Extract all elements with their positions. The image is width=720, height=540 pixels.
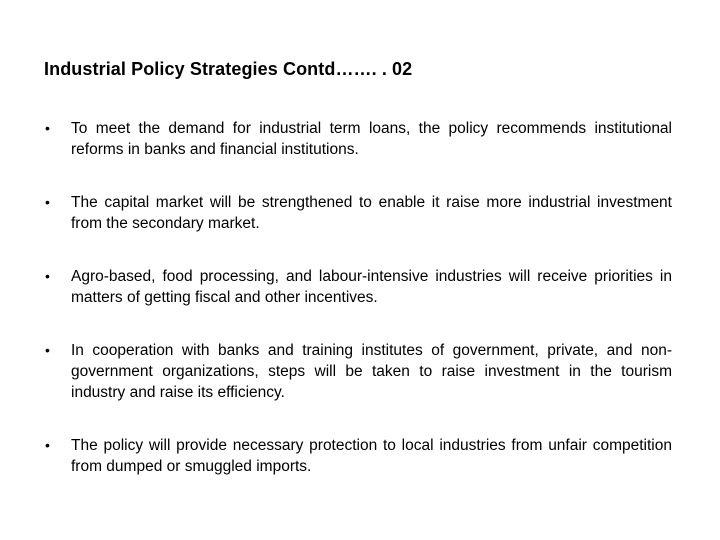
bullet-text: The policy will provide necessary protection to local industries from unfair competition from dumped or smuggled imports.	[71, 437, 672, 475]
bullet-item	[44, 192, 672, 234]
bullet-text: Agro-based, food processing, and labour-intensive industries will receive priorities in matters of getting fiscal and other incentives.	[71, 268, 672, 306]
bullet-marker-icon: •	[45, 120, 50, 136]
bullet-text: In cooperation with banks and training institutes of government, private, and non-government organizations, steps will be taken to raise investment in the tourism industry and raise its efficiency.	[71, 342, 672, 401]
bullet-list	[44, 118, 672, 477]
bullet-item	[44, 340, 672, 403]
bullet-marker-icon: •	[45, 268, 50, 284]
bullet-marker-icon: •	[45, 194, 50, 210]
bullet-text: The capital market will be strengthened to enable it raise more industrial investment from the secondary market.	[71, 194, 672, 232]
bullet-text: To meet the demand for industrial term loans, the policy recommends institutional reforms in banks and financial institutions.	[71, 120, 672, 158]
bullet-marker-icon: •	[45, 342, 50, 358]
bullet-item	[44, 118, 672, 160]
bullet-item	[44, 266, 672, 308]
bullet-item	[44, 435, 672, 477]
bullet-marker-icon: •	[45, 437, 50, 453]
slide-title: Industrial Policy Strategies Contd……. . 02	[44, 59, 413, 79]
